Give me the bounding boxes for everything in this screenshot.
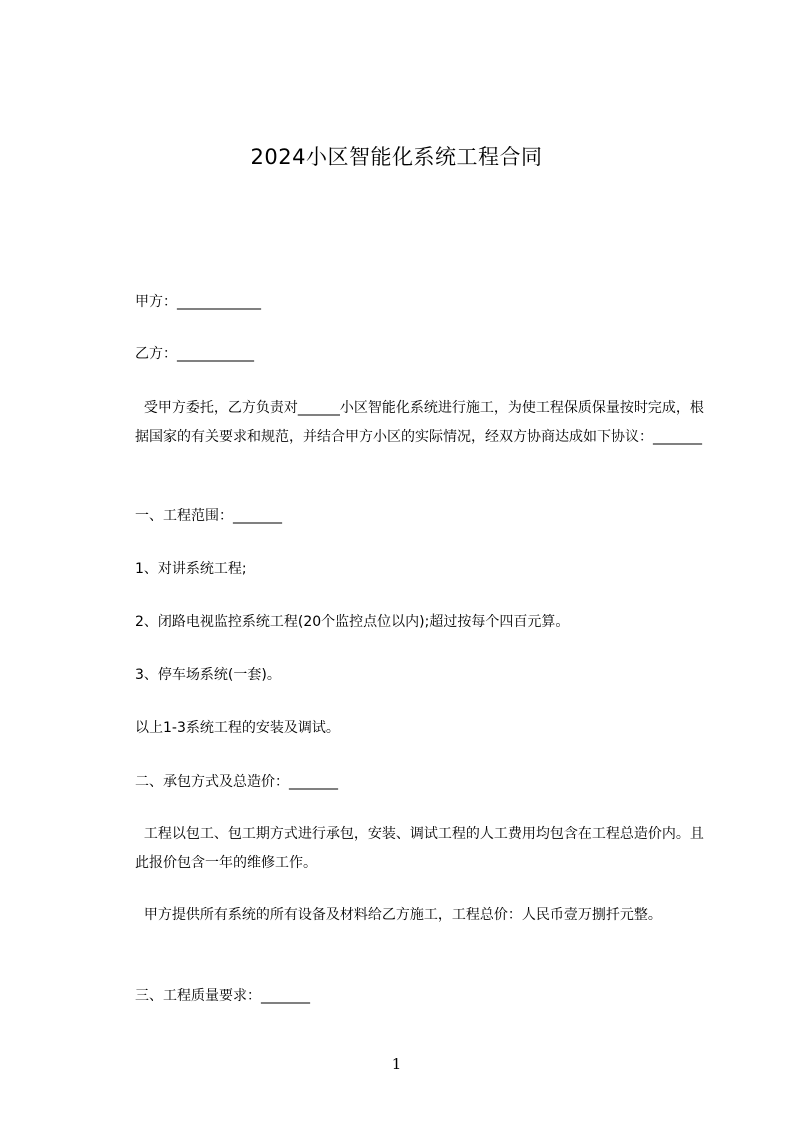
contract-mode-paragraph: 工程以包工、包工期方式进行承包，安装、调试工程的人工费用均包含在工程总造价内。且此报价包含一年的维修工作。 — [135, 826, 704, 871]
section-1-heading: 一、工程范围：_______ — [135, 508, 282, 524]
party-a-line: 甲方：____________ — [135, 294, 261, 310]
section-3-heading: 三、工程质量要求：_______ — [135, 988, 310, 1004]
intro-paragraph: 受甲方委托，乙方负责对______小区智能化系统进行施工，为使工程保质保量按时完成，根据国家的有关要求和规范，并结合甲方小区的实际情况，经双方协商达成如下协议：_______ — [135, 400, 704, 445]
party-b-line: 乙方：___________ — [135, 346, 254, 362]
scope-item-1: 1、对讲系统工程; — [135, 561, 247, 577]
scope-summary: 以上1-3系统工程的安装及调试。 — [135, 720, 340, 736]
total-price-paragraph: 甲方提供所有系统的所有设备及材料给乙方施工，工程总价：人民币壹万捌扦元整。 — [135, 907, 662, 923]
scope-item-3: 3、停车场系统(一套)。 — [135, 667, 281, 683]
document-title: 2024小区智能化系统工程合同 — [250, 145, 543, 169]
page-number: 1 — [391, 1055, 402, 1073]
section-2-heading: 二、承包方式及总造价：_______ — [135, 774, 338, 790]
scope-item-2: 2、闭路电视监控系统工程(20个监控点位以内);超过按每个四百元算。 — [135, 614, 570, 630]
